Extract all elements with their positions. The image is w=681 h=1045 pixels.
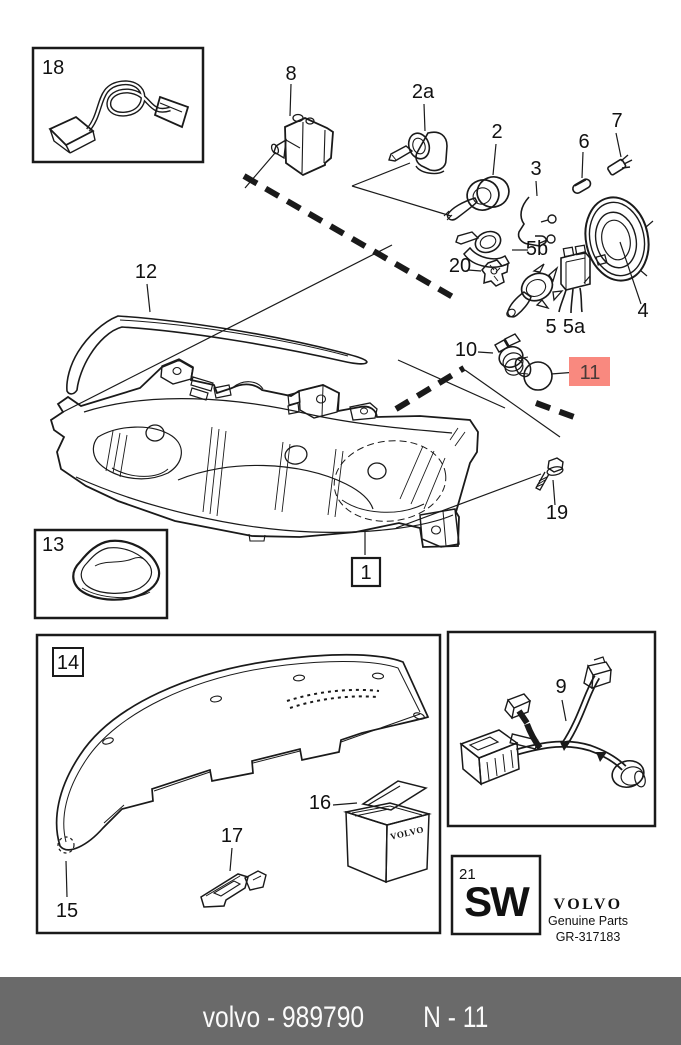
sw-code: SW [464,878,528,925]
callout-8[interactable]: 8 [285,63,297,85]
callout-11[interactable]: 11 [579,362,601,384]
part-16-volvo-box [346,781,429,882]
box-16-logo: VOLVO [389,824,425,842]
part-2a-bulb [389,81,447,173]
callout-12[interactable]: 12 [134,261,158,283]
highlighted-part-callout[interactable] [569,357,610,386]
callout-20[interactable]: 20 [448,255,472,277]
callout-2a[interactable]: 2a [411,81,435,103]
footer-page-ref: N - 11 [423,1001,489,1034]
brand-block [548,896,628,944]
callout-15[interactable]: 15 [55,900,79,922]
footer-part-number: volvo - 989790 [203,1001,365,1034]
gr-code: GR-317183 [555,930,621,944]
callout-19[interactable]: 19 [545,502,569,524]
part-19-screw [536,458,568,524]
part-8-motor [270,63,333,175]
callout-10[interactable]: 10 [454,339,478,361]
sw-box [452,856,540,934]
callout-18[interactable]: 18 [42,57,65,79]
callout-1[interactable]: 1 [360,562,372,584]
part-3-spring-clip [519,158,556,246]
part-1-headlamp [51,359,478,586]
callout-16[interactable]: 16 [308,792,332,814]
box-part-18 [33,48,203,162]
callout-9[interactable]: 9 [555,676,567,698]
box-part-13 [35,530,167,618]
callout-21[interactable]: 21 [459,866,476,883]
footer-bar [0,977,681,1045]
box-part-9 [448,632,655,826]
part-7-bulb [607,110,632,175]
lens-cover-drawing [57,655,428,853]
callout-14[interactable]: 14 [56,652,80,674]
callout-5[interactable]: 5 [545,316,557,338]
box-part-14 [37,635,440,933]
callout-5b[interactable]: 5b [525,238,549,260]
genuine-parts-label: Genuine Parts [548,914,628,928]
callout-3[interactable]: 3 [530,158,542,180]
part-17-clip [201,871,266,907]
part-6-bulb [571,131,592,195]
callout-5a[interactable]: 5a [562,316,586,338]
cable-18-drawing [50,83,188,153]
harness-9-drawing [461,657,647,791]
callout-17[interactable]: 17 [220,825,244,847]
callout-7[interactable]: 7 [611,110,623,132]
part-2-bulb [444,121,513,220]
part-5-bulb [505,264,562,338]
callout-2[interactable]: 2 [491,121,503,143]
callout-4[interactable]: 4 [637,300,649,322]
volvo-logo: VOLVO [553,896,623,913]
callout-13[interactable]: 13 [42,534,65,556]
leader-lines-over [66,84,641,897]
callout-6[interactable]: 6 [578,131,590,153]
